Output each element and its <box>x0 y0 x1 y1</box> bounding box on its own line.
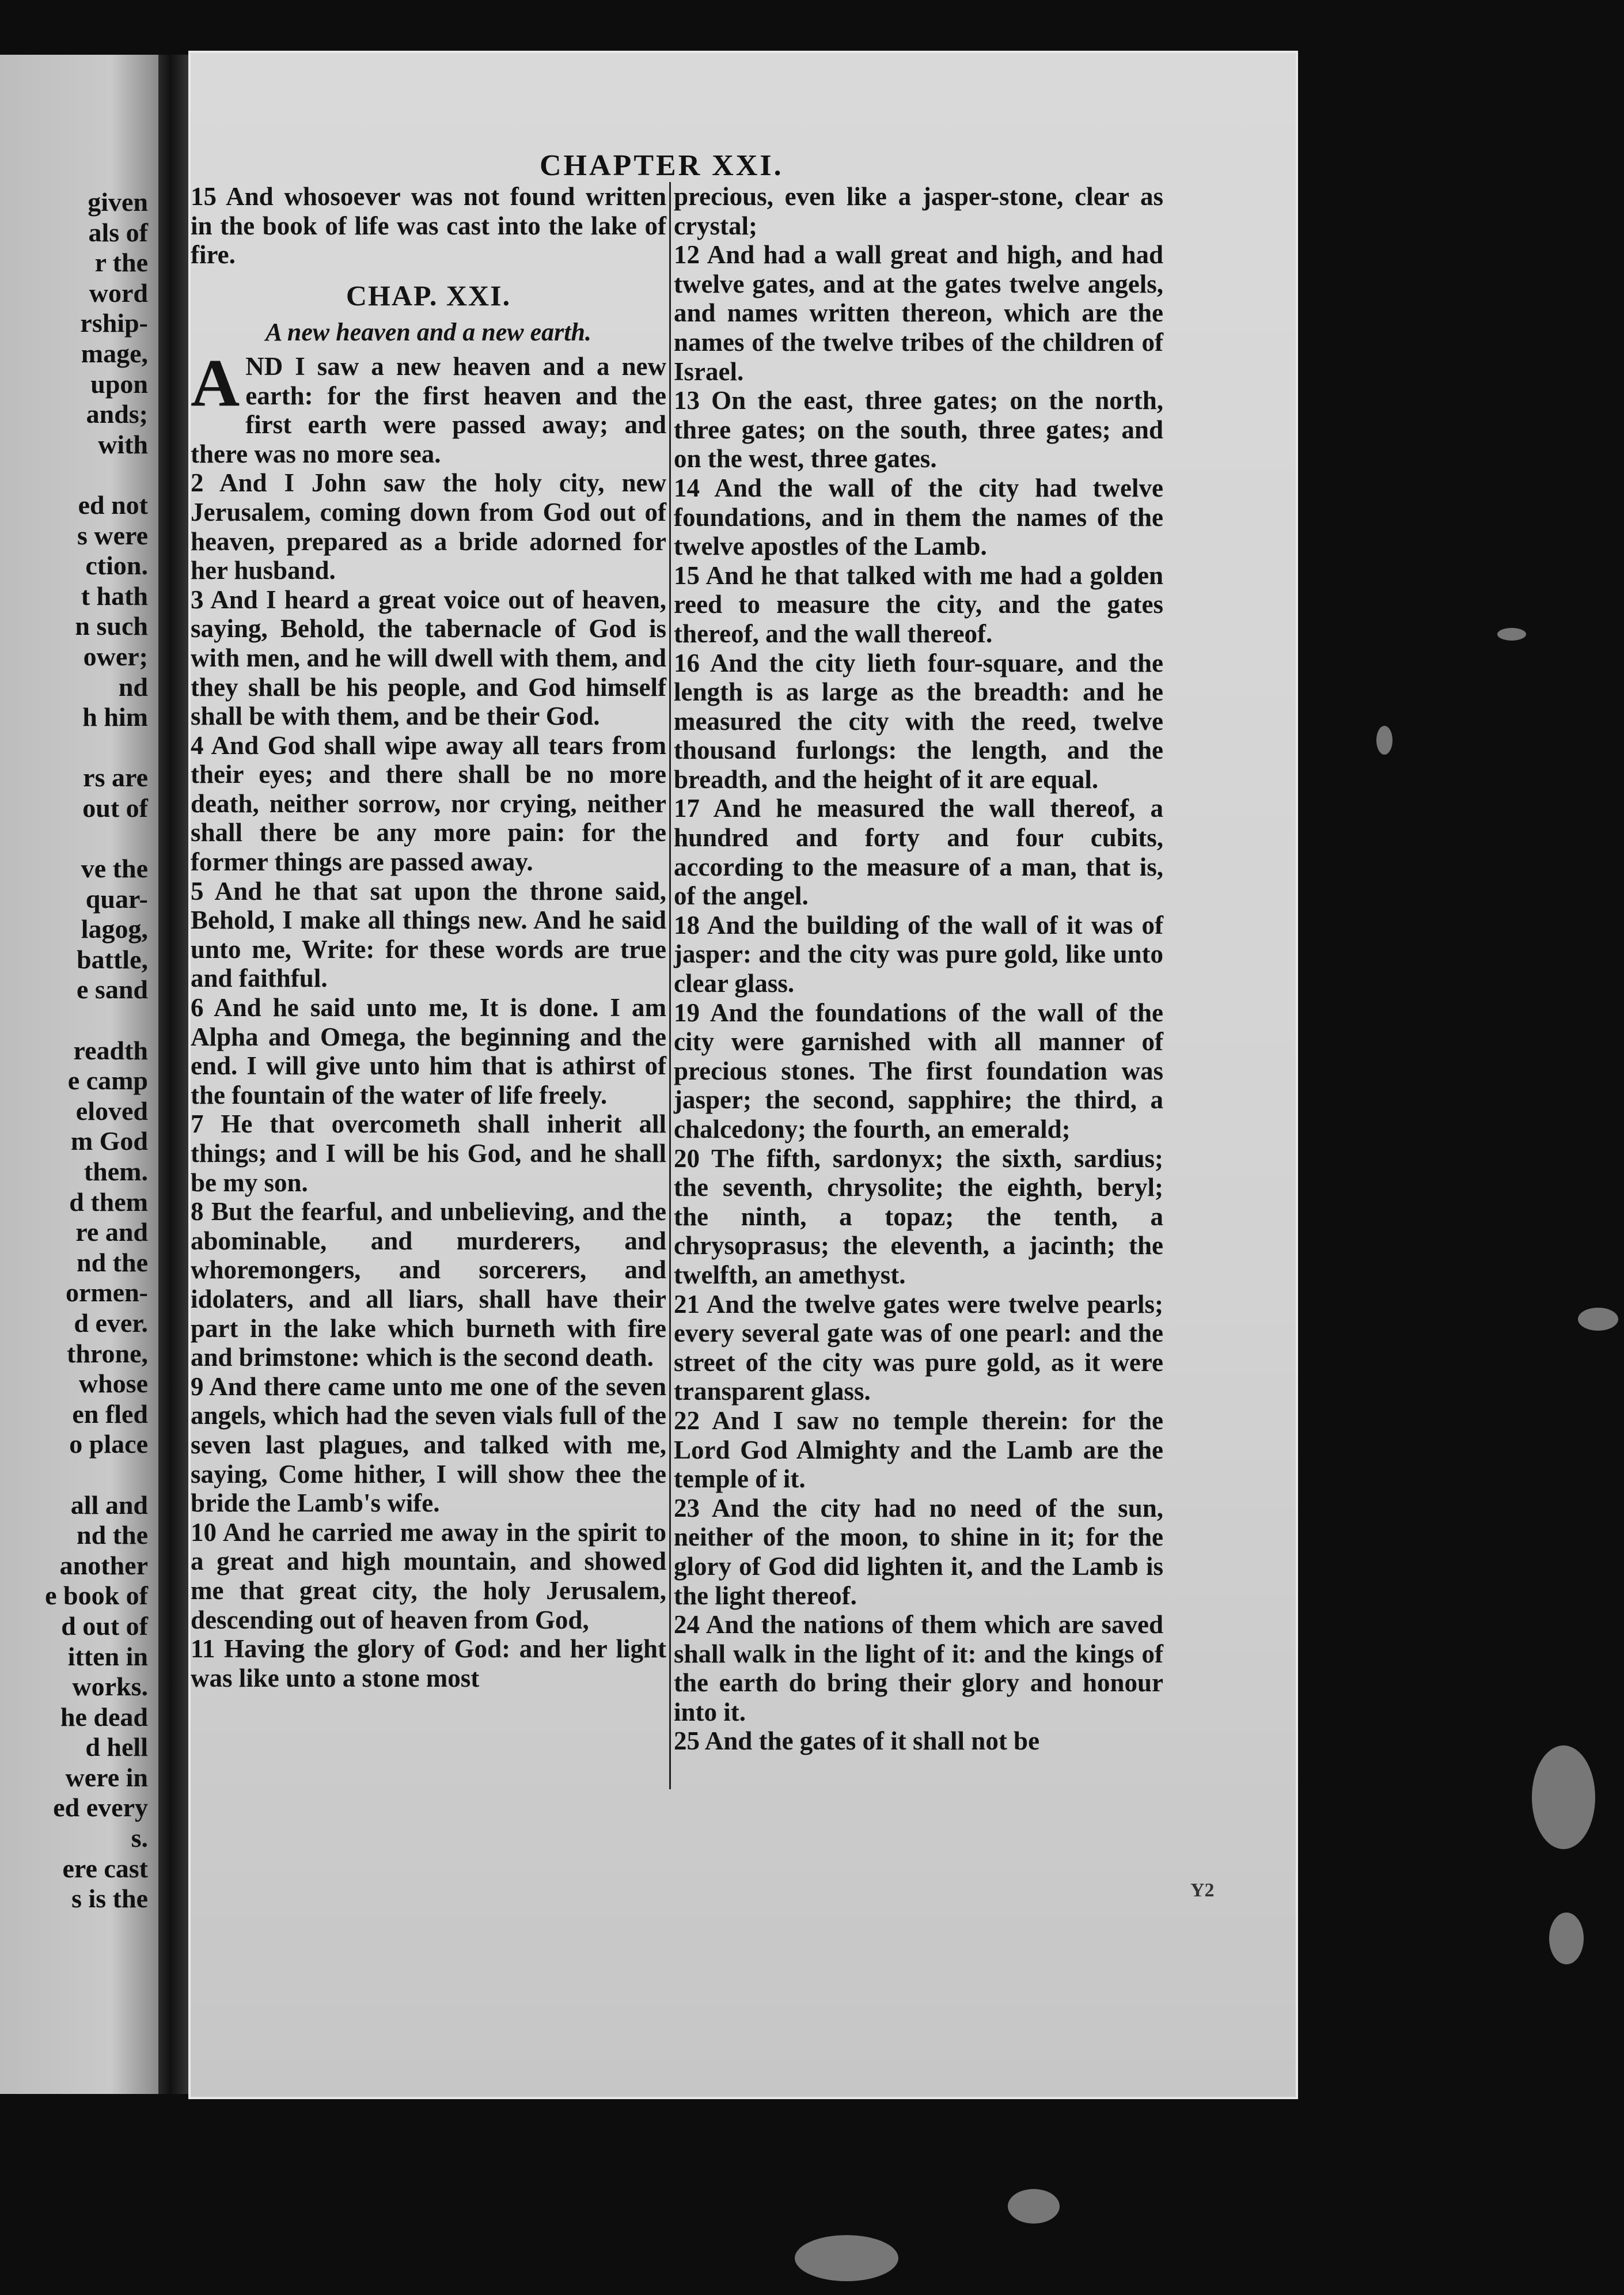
facing-page-line: upon <box>90 369 148 399</box>
facing-page-line: ve the <box>81 854 148 884</box>
facing-page-line: works. <box>72 1672 148 1702</box>
chapter-heading: CHAP. XXI. <box>346 279 511 312</box>
facing-page-line: nd <box>118 672 148 702</box>
dust-speck <box>1008 2189 1060 2224</box>
facing-page-line: e book of <box>45 1581 148 1611</box>
facing-page-line: battle, <box>77 944 148 974</box>
facing-page-line: itten in <box>67 1641 148 1671</box>
facing-page-line: ed not <box>78 490 148 520</box>
facing-page-line: en fled <box>72 1399 148 1429</box>
verse: 20 The fifth, sardonyx; the sixth, sardius; the seventh, chrysolite; the eighth, beryl; the ninth, a topaz; the tenth, a chrysoprasus; the eleventh, a jacinth; the twelfth, an amethyst. <box>674 1143 1163 1289</box>
verse: 13 On the east, three gates; on the north, three gates; on the south, three gates; and on the west, three gates. <box>674 386 1163 474</box>
verse: 8 But the fearful, and unbelieving, and the abominable, and murderers, and whoremongers, and sorcerers, and idolaters, and all liars, shall have their part in the lake which burneth with fire and brimstone: which is the second death. <box>191 1197 666 1372</box>
facing-page-line: out of <box>82 793 148 823</box>
verse: 19 And the foundations of the wall of the city were garnished with all manner of precious stones. The first foundation was jasper; the second, sapphire; the third, a chalcedony; the fourth, an emerald; <box>674 998 1163 1143</box>
facing-page-line: ormen- <box>65 1278 148 1308</box>
facing-page-line: o place <box>69 1429 148 1459</box>
facing-page-line: d them <box>69 1187 148 1217</box>
facing-page-line: mage, <box>81 338 148 368</box>
verse: 15 And whosoever was not found written in the book of life was cast into the lake of fire. <box>191 182 666 270</box>
verse: 11 Having the glory of God: and her light was like unto a stone most <box>191 1634 666 1692</box>
facing-page-line: lagog, <box>81 914 148 944</box>
verse: AND I saw a new heaven and a new earth: for the first heaven and the first earth were passed away; and there was no more sea. <box>191 344 666 468</box>
book-gutter <box>158 55 188 2094</box>
dust-speck <box>1497 628 1526 641</box>
verse: 23 And the city had no need of the sun, neither of the moon, to shine in it; for the glory of God did lighten it, and the Lamb is the light thereof. <box>674 1493 1163 1610</box>
verse: 2 And I John saw the holy city, new Jerusalem, coming down from God out of heaven, prepared as a bride adorned for her husband. <box>191 468 666 585</box>
facing-page-text <box>45 187 148 1914</box>
facing-page-line: s. <box>131 1823 148 1853</box>
facing-page-line: quar- <box>85 884 148 914</box>
verse: 5 And he that sat upon the throne said, Behold, I make all things new. And he said unto me, Write: for these words are true and faithful. <box>191 876 666 993</box>
verse: precious, even like a jasper-stone, clear as crystal; <box>674 182 1163 240</box>
facing-page-line: s is the <box>71 1884 148 1914</box>
facing-page-line: d out of <box>61 1611 148 1641</box>
facing-page-line: another <box>59 1550 148 1580</box>
verse: 22 And I saw no temple therein: for the Lord God Almighty and the Lamb are the temple of it. <box>674 1406 1163 1494</box>
facing-page-line: word <box>89 278 148 308</box>
dust-speck <box>1549 1912 1584 1964</box>
chapter-summary: A new heaven and a new earth. <box>265 318 591 347</box>
dust-speck <box>1578 1308 1618 1331</box>
verse: 12 And had a wall great and high, and had twelve gates, and at the gates twelve angels, and names written thereon, which are the names of the twelve tribes of the children of Israel. <box>674 240 1163 386</box>
facing-page-line <box>45 460 148 490</box>
facing-page-line: given <box>88 187 148 217</box>
running-head: CHAPTER XXI. <box>540 149 784 182</box>
facing-page-line: m God <box>70 1126 148 1156</box>
dust-speck <box>795 2235 898 2281</box>
facing-page-line: e camp <box>67 1066 148 1096</box>
verse: 4 And God shall wipe away all tears from their eyes; and there shall be no more death, neither sorrow, nor crying, neither shall there be any more pain: for the former things are passed away. <box>191 730 666 877</box>
facing-page-line: readth <box>73 1035 148 1065</box>
right-column <box>674 182 1163 1756</box>
facing-page-line: s were <box>77 520 148 550</box>
dust-speck <box>1532 1745 1595 1849</box>
verse: 16 And the city lieth four-square, and the length is as large as the breadth: and he measured the city with the reed, twelve thousand furlongs: the length, and the breadth, and the height of it are equal. <box>674 648 1163 794</box>
facing-page-line: rship- <box>80 308 148 338</box>
facing-page-line: r the <box>94 248 148 278</box>
verse: 24 And the nations of them which are saved shall walk in the light of it: and the kings of the earth do bring their glory and honour into it. <box>674 1610 1163 1726</box>
column-rule <box>669 182 671 1789</box>
facing-page-line: ed every <box>53 1793 148 1823</box>
facing-page-line: he dead <box>60 1702 148 1732</box>
facing-page-line: ands; <box>86 399 148 429</box>
facing-page-line: e sand <box>77 975 148 1005</box>
facing-page-line: ction. <box>85 551 148 581</box>
facing-page-line: re and <box>75 1217 148 1247</box>
verse: 9 And there came unto me one of the seven angels, which had the seven vials full of the seven last plagues, and talked with me, saying, Come hither, I will show thee the bride the Lamb's wife. <box>191 1372 666 1518</box>
facing-page-line: ower; <box>83 641 148 671</box>
book-page <box>188 51 1298 2099</box>
facing-page-line: were in <box>65 1762 148 1792</box>
facing-page-line: n such <box>75 611 148 641</box>
verse: 14 And the wall of the city had twelve foundations, and in them the names of the twelve apostles of the Lamb. <box>674 473 1163 561</box>
signature-mark: Y2 <box>1190 1880 1215 1901</box>
left-column <box>188 182 666 1692</box>
facing-page-line: h him <box>82 702 148 732</box>
facing-page-line: d hell <box>85 1732 148 1762</box>
facing-page <box>0 55 158 2094</box>
facing-page-line: all and <box>70 1490 148 1520</box>
facing-page-line <box>45 823 148 854</box>
facing-page-line: t hath <box>81 581 148 611</box>
facing-page-line: nd the <box>77 1247 148 1277</box>
facing-page-line: them. <box>84 1157 148 1186</box>
verse: 6 And he said unto me, It is done. I am Alpha and Omega, the beginning and the end. I will give unto him that is athirst of the fountain of the water of life freely. <box>191 993 666 1109</box>
drop-cap: A <box>191 344 240 421</box>
verse: 3 And I heard a great voice out of heaven, saying, Behold, the tabernacle of God is with men, and he will dwell with them, and they shall be his people, and God himself shall be with them, and be their God. <box>191 585 666 731</box>
facing-page-line: nd the <box>77 1520 148 1550</box>
facing-page-line <box>45 1005 148 1036</box>
verse: 25 And the gates of it shall not be <box>674 1726 1040 1756</box>
facing-page-line: eloved <box>75 1096 148 1126</box>
verse: 7 He that overcometh shall inherit all things; and I will be his God, and he shall be my son. <box>191 1109 666 1197</box>
facing-page-line: whose <box>78 1369 148 1399</box>
verse: 17 And he measured the wall thereof, a hundred and forty and four cubits, according to the measure of a man, that is, of the angel. <box>674 794 1163 911</box>
facing-page-line: throne, <box>67 1338 148 1368</box>
facing-page-line <box>45 733 148 763</box>
verse: 15 And he that talked with me had a golden reed to measure the city, and the gates thereof, and the wall thereof. <box>674 561 1163 648</box>
facing-page-line: rs are <box>83 763 148 793</box>
facing-page-line <box>45 1460 148 1490</box>
facing-page-line: ere cast <box>62 1853 148 1883</box>
verse: 21 And the twelve gates were twelve pearls; every several gate was of one pearl: and the street of the city was pure gold, as it were transparent glass. <box>674 1289 1163 1406</box>
verse: 10 And he carried me away in the spirit to a great and high mountain, and showed me that great city, the holy Jerusalem, descending out of heaven from God, <box>191 1517 666 1634</box>
facing-page-line: als of <box>88 217 148 247</box>
verse: 18 And the building of the wall of it was of jasper: and the city was pure gold, like unto clear glass. <box>674 910 1163 998</box>
facing-page-line: d ever. <box>74 1308 148 1338</box>
facing-page-line: with <box>98 429 148 459</box>
dust-speck <box>1376 726 1392 755</box>
